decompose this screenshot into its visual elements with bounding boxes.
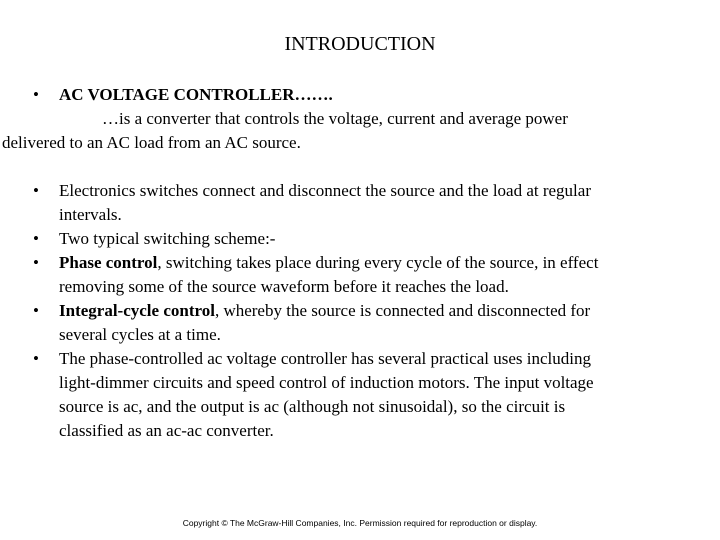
list-item-line (59, 251, 703, 275)
bold-term-phase-control: Phase control (59, 253, 158, 272)
list-item-line: classified as an ac-ac converter. (59, 421, 274, 440)
list-item-text: , whereby the source is connected and disconnected for (214, 301, 591, 320)
list-item (33, 347, 703, 443)
list-item-text: , switching takes place during every cycle of the source, in effect (157, 253, 599, 272)
intro-section (2, 83, 703, 155)
intro-heading-line (33, 83, 703, 107)
list-item-line: Two typical switching scheme:- (59, 229, 276, 248)
bullet-icon: • (33, 301, 39, 320)
bold-term-integral-cycle-control: Integral-cycle control (59, 301, 215, 320)
list-item-line: The phase-controlled ac voltage controller has several practical uses including (59, 349, 591, 368)
list-item (33, 251, 703, 299)
list-item (33, 227, 703, 251)
list-item-line: intervals. (59, 205, 122, 224)
list-item (33, 299, 703, 347)
list-item-line: light-dimmer circuits and speed control of induction motors. The input voltage (59, 373, 594, 392)
slide-title: INTRODUCTION (284, 33, 436, 55)
bullet-icon: • (33, 349, 39, 368)
list-item-line: source is ac, and the output is ac (although not sinusoidal), so the circuit is (59, 397, 566, 416)
list-item (33, 179, 703, 227)
bullet-icon: • (33, 253, 39, 272)
list-item-line: Electronics switches connect and disconnect the source and the load at regular (59, 181, 591, 200)
intro-definition-line-2: delivered to an AC load from an AC source. (2, 133, 301, 152)
list-item-line (59, 299, 703, 323)
list-item-line: removing some of the source waveform before it reaches the load. (59, 277, 509, 296)
bullet-list (33, 179, 703, 443)
copyright-footer: Copyright © The McGraw-Hill Companies, Inc. Permission required for reproduction or display. (182, 518, 538, 528)
bullet-icon: • (33, 85, 39, 104)
list-item-line: several cycles at a time. (59, 325, 221, 344)
intro-heading: AC VOLTAGE CONTROLLER……. (59, 85, 333, 104)
bullet-icon: • (33, 229, 39, 248)
intro-definition-line-1: …is a converter that controls the voltage, current and average power (102, 109, 568, 128)
bullet-icon: • (33, 181, 39, 200)
